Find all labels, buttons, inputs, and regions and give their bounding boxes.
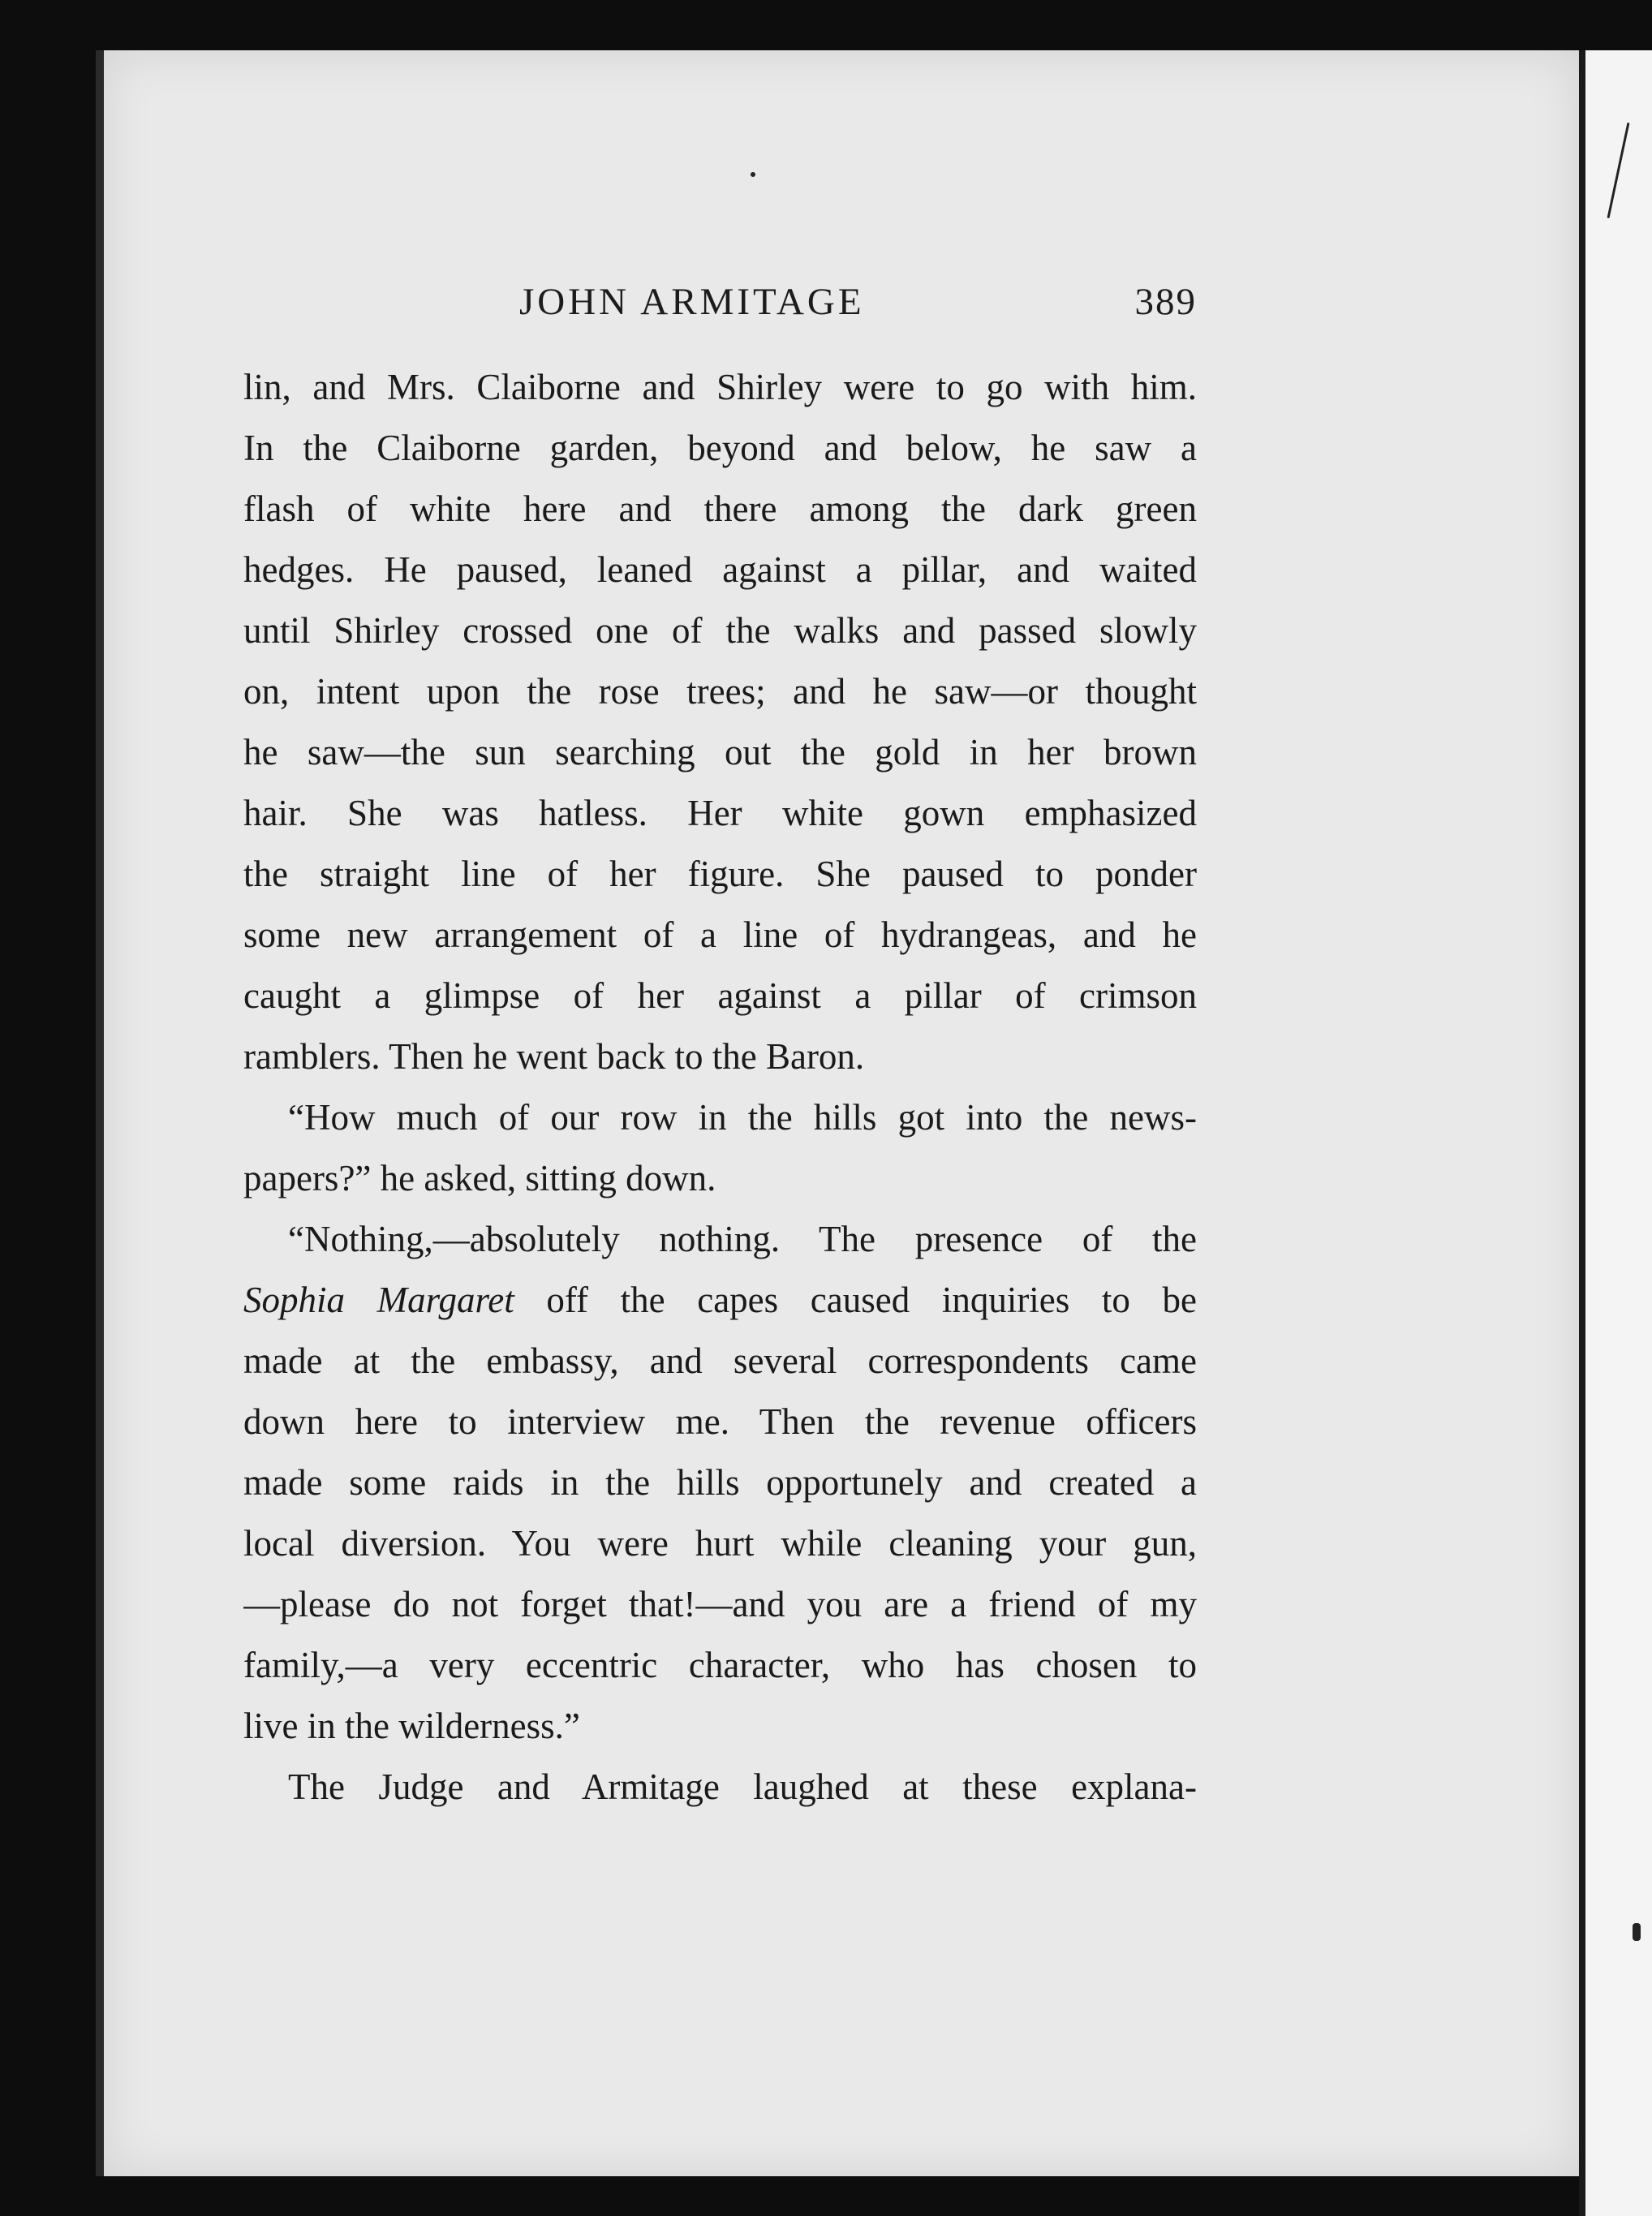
text-line: hair. She was hatless. Her white gown emphasized — [243, 793, 1197, 833]
text-line: live in the wilderness.” — [243, 1706, 580, 1746]
text-line: flash of white here and there among the dark green — [243, 488, 1197, 529]
text-line: he saw—the sun searching out the gold in her brown — [243, 732, 1197, 772]
speck — [1633, 1923, 1641, 1941]
running-head: JOHN ARMITAGE — [519, 281, 865, 323]
text-line: some new arrangement of a line of hydrangeas, and he — [243, 914, 1197, 955]
text-line: made some raids in the hills opportunely and created a — [243, 1462, 1197, 1503]
text-line: local diversion. You were hurt while cleaning your gun, — [243, 1523, 1197, 1564]
left-page-edge — [96, 50, 104, 2176]
text-line: caught a glimpse of her against a pillar of crimson — [243, 975, 1197, 1016]
text-line: down here to interview me. Then the revenue officers — [243, 1401, 1197, 1442]
text-line-with-italic — [243, 1270, 1197, 1331]
text-line: “How much of our row in the hills got into the news- — [288, 1097, 1197, 1138]
bottom-shadow — [104, 2176, 1579, 2216]
page-header — [243, 280, 1197, 337]
text-line: on, intent upon the rose trees; and he saw—or thought — [243, 671, 1197, 712]
text-line: until Shirley crossed one of the walks and passed slowly — [243, 610, 1197, 651]
text-line: lin, and Mrs. Claiborne and Shirley were to go with him. — [243, 367, 1197, 407]
text-line: made at the embassy, and several correspondents came — [243, 1340, 1197, 1381]
italic-title: Sophia Margaret — [243, 1280, 514, 1320]
text-line: family,—a very eccentric character, who has chosen to — [243, 1645, 1197, 1685]
body-text — [243, 357, 1197, 1818]
text-line: The Judge and Armitage laughed at these explana- — [288, 1766, 1197, 1807]
speck — [751, 172, 755, 177]
text-line: hedges. He paused, leaned against a pillar, and waited — [243, 549, 1197, 590]
text-line: “Nothing,—absolutely nothing. The presence of the — [288, 1219, 1197, 1259]
right-facing-page-edge — [1579, 50, 1652, 2216]
text-line: In the Claiborne garden, beyond and below, he saw a — [243, 428, 1197, 468]
page-number: 389 — [1134, 281, 1197, 323]
text-line: the straight line of her figure. She paused to ponder — [243, 854, 1197, 894]
text-line: papers?” he asked, sitting down. — [243, 1158, 716, 1198]
line-rest: off the capes caused inquiries to be — [514, 1280, 1197, 1320]
text-line: ramblers. Then he went back to the Baron. — [243, 1036, 865, 1077]
text-line: —please do not forget that!—and you are a friend of my — [243, 1584, 1197, 1624]
